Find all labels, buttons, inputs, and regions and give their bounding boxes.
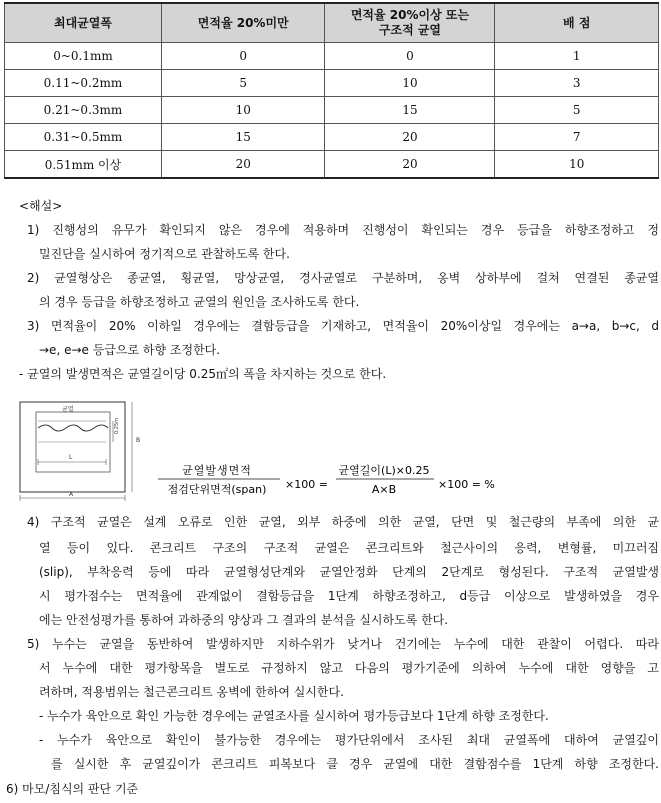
table-cell: 0.51mm 이상 — [5, 151, 162, 179]
area-ratio-formula — [158, 463, 495, 496]
table-cell: 20 — [325, 151, 495, 179]
item3-line2: →e, e→e 등급으로 하향 조정한다. — [39, 343, 221, 357]
formula-numerator-2: 균열길이(L)×0.25 — [338, 464, 430, 477]
section6-heading: 6) 마모/침식의 판단 기준 — [6, 782, 139, 796]
table-cell: 0.11~0.2mm — [5, 70, 162, 97]
item1-line2: 밀진단을 실시하여 정기적으로 관찰하도록 한다. — [39, 247, 290, 261]
item4-line4: 시 평가점수는 면적율에 관계없이 결함등급을 1단계 하향조정하고, d등급 이상으로 발생하였을 경우 — [39, 589, 659, 603]
formula-denominator-1: 점검단위면적(span) — [167, 483, 267, 496]
col-header-area-under-20: 면적율 20%미만 — [161, 3, 325, 43]
item4-line2: 열 등이 있다. 콘크리트 구조의 구조적 균열은 콘크리트와 철근사이의 응력, 변형률, 미끄러짐 — [39, 541, 659, 555]
col-header-max-crack-width: 최대균열폭 — [5, 3, 162, 43]
table-row — [5, 43, 659, 70]
item1-line1: 1) 진행성의 유무가 확인되지 않은 경우에 적용하며 진행성이 확인되는 경우 등급을 하향조정하고 정 — [27, 223, 659, 237]
table-row — [5, 97, 659, 124]
table-cell: 0.21~0.3mm — [5, 97, 162, 124]
col-header-area-over-20: 면적율 20%이상 또는 구조적 균열 — [325, 3, 495, 43]
item5-sub1: - 누수가 육안으로 확인 가능한 경우에는 균열조사를 실시하여 평가등급보다 1단계 하향 조정한다. — [39, 709, 549, 723]
item5-sub2-line1: - 누수가 육안으로 확인이 불가능한 경우에는 평가단위에서 조사된 최대 균열폭에 대하여 균열깊이 — [39, 733, 659, 747]
formula-numerator-1: 균열발생면적 — [182, 464, 252, 477]
table-cell: 0 — [325, 43, 495, 70]
formula-denominator-2: A×B — [371, 483, 397, 496]
item3-line1: 3) 면적율이 20% 이하일 경우에는 결함등급을 기재하고, 면적율이 20%이상일 경우에는 a→a, b→c, d — [27, 319, 659, 333]
col-header-score: 배 점 — [495, 3, 659, 43]
item5-line1: 5) 누수는 균열을 동반하여 발생하지만 지하수위가 낮거나 건기에는 누수에 대한 관찰이 어렵다. 따라 — [27, 637, 659, 651]
table-cell: 5 — [161, 70, 325, 97]
wall-diagram — [20, 402, 140, 501]
table-cell: 15 — [325, 97, 495, 124]
commentary-heading: <해설> — [19, 199, 63, 213]
crack-label: 균열 — [62, 406, 74, 413]
item4-line1: 4) 구조적 균열은 설계 오류로 인한 균열, 외부 하중에 의한 균열, 단면 및 철근량의 부족에 의한 균 — [27, 515, 659, 529]
item4-line3: (slip), 부착응력 등에 따라 균열형성단계와 균열안정화 단계의 2단계로 형성된다. 구조적 균열발생 — [39, 565, 659, 579]
table-row — [5, 124, 659, 151]
table-cell: 5 — [495, 97, 659, 124]
item5-sub2-line2: 를 실시한 후 균열깊이가 콘크리트 피복보다 클 경우 균열에 대한 결함점수를 1단계 하향 조정한다. — [51, 757, 659, 771]
grade-table — [4, 2, 659, 179]
length-label: L — [69, 454, 73, 461]
width-label: 0.25m — [114, 417, 120, 434]
formula-multiplier-2: ×100 = % — [438, 478, 495, 491]
table-cell: 3 — [495, 70, 659, 97]
table-cell: 0 — [161, 43, 325, 70]
table-cell: 10 — [495, 151, 659, 179]
height-B-label: B — [136, 437, 141, 444]
table-row — [5, 151, 659, 179]
table-cell: 0~0.1mm — [5, 43, 162, 70]
table-cell: 1 — [495, 43, 659, 70]
table-cell: 10 — [161, 97, 325, 124]
crack-area-note: - 균열의 발생면적은 균열길이당 0.25㎡의 폭을 차지하는 것으로 한다. — [19, 367, 387, 381]
item2-line1: 2) 균열형상은 종균열, 횡균열, 망상균열, 경사균열로 구분하며, 옹벽 상하부에 걸쳐 연결된 종균열 — [27, 271, 659, 285]
crack-area-figure — [18, 396, 538, 508]
table-cell: 7 — [495, 124, 659, 151]
item2-line2: 의 경우 등급을 하향조정하고 균열의 원인을 조사하도록 한다. — [39, 295, 360, 309]
item4-line5: 에는 안전성평가를 통하여 과하중의 양상과 그 결과의 분석을 실시하도록 한다. — [39, 613, 449, 627]
table-cell: 10 — [325, 70, 495, 97]
table-cell: 20 — [325, 124, 495, 151]
table-cell: 0.31~0.5mm — [5, 124, 162, 151]
table-header-row — [5, 3, 659, 43]
width-A-label: A — [69, 491, 74, 498]
table-cell: 20 — [161, 151, 325, 179]
table-row — [5, 70, 659, 97]
formula-multiplier-1: ×100 = — [285, 478, 328, 491]
item5-line2: 서 누수에 대한 평가항목을 별도로 규정하지 않고 다음의 평가기준에 의하여 누수에 대한 영향을 고 — [39, 661, 659, 675]
table-cell: 15 — [161, 124, 325, 151]
item5-line3: 려하며, 적용범위는 철근콘크리트 옹벽에 한하여 실시한다. — [39, 685, 344, 699]
